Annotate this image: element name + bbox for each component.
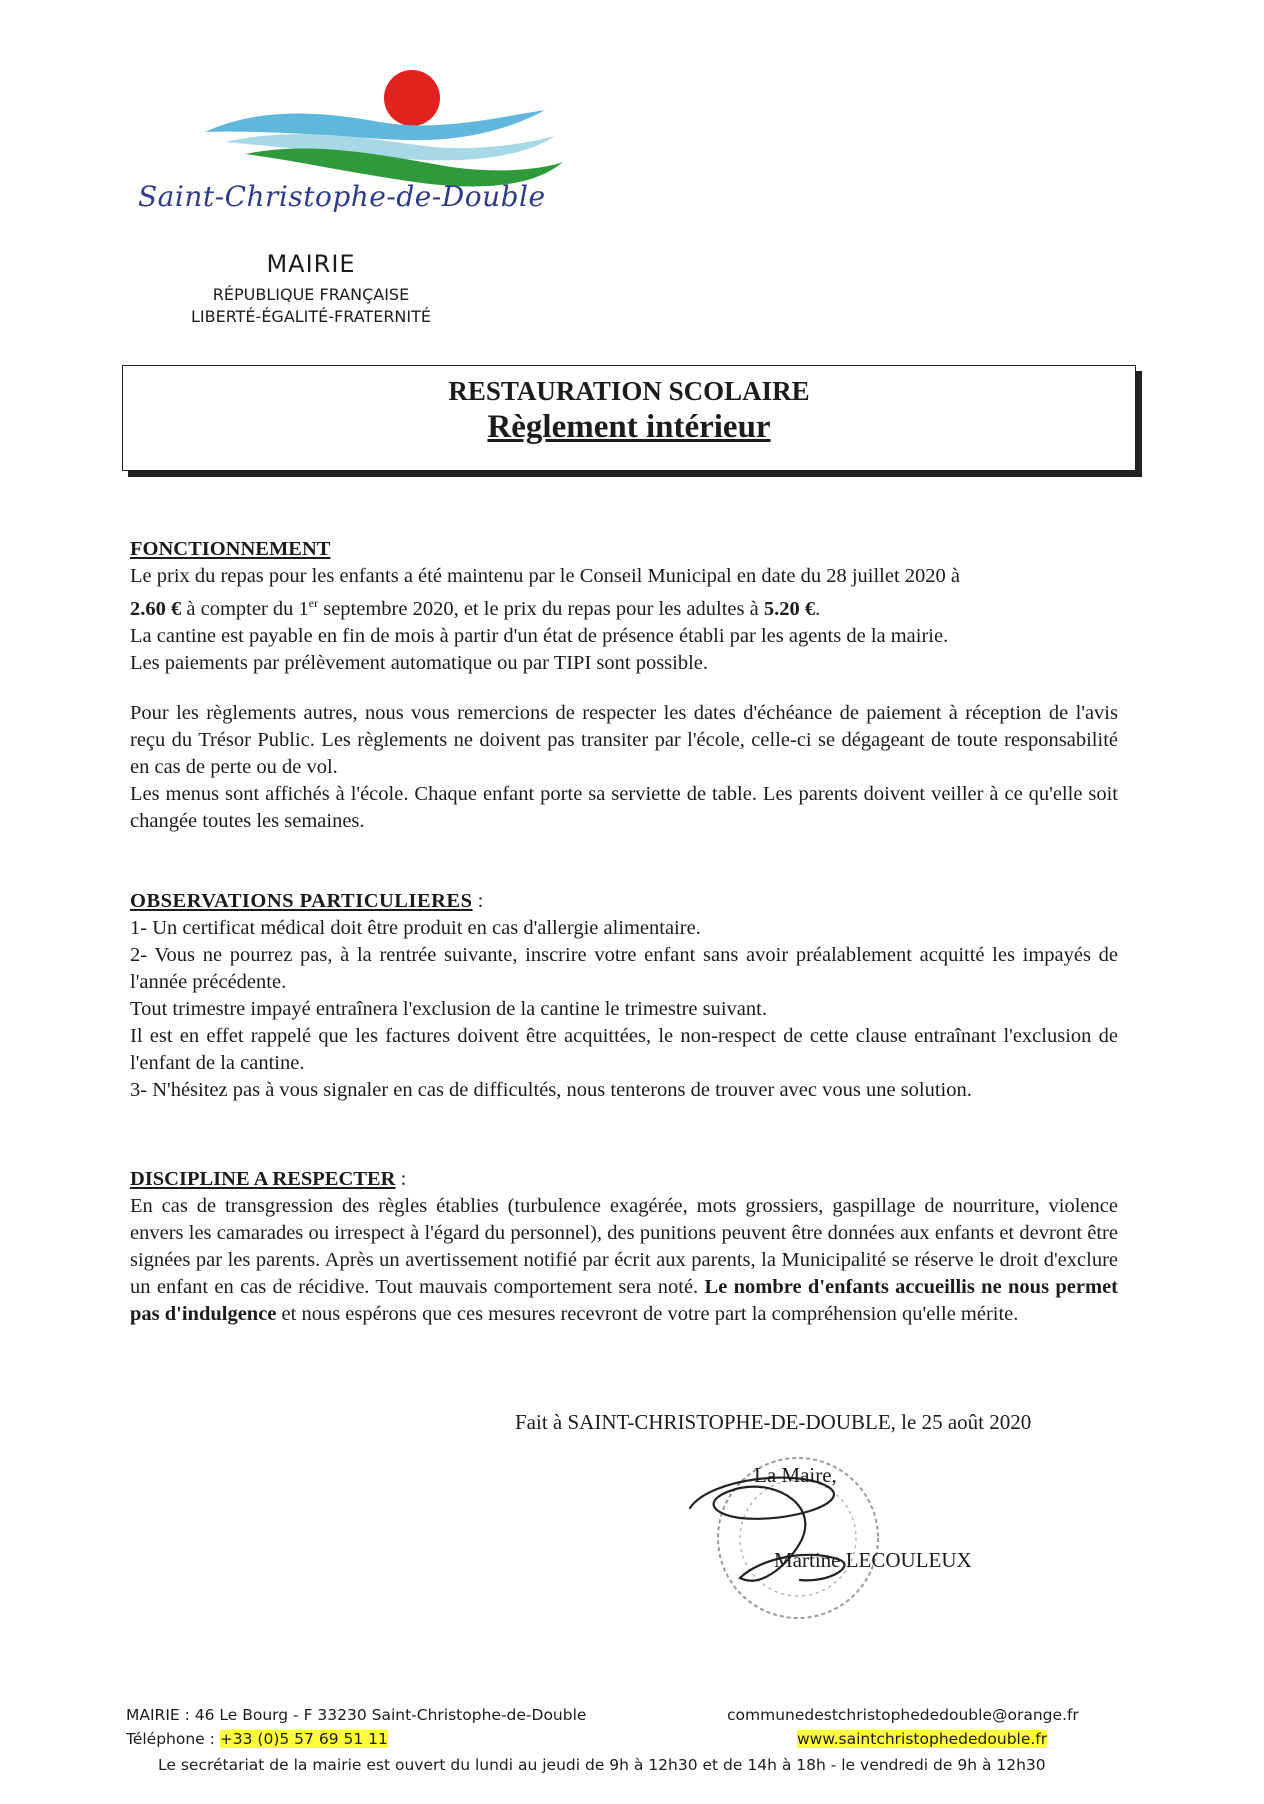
observations-heading-line <box>130 888 1118 915</box>
line2-mid-a: à compter du 1 <box>181 597 309 620</box>
title-sub <box>123 409 1135 446</box>
signature-and-stamp <box>680 1448 1000 1628</box>
observation-item-3: 3- N'hésitez pas à vous signaler en cas de difficultés, nous tenterons de trouver avec vous une solution. <box>130 1079 972 1101</box>
title-sub-text: Règlement intérieur <box>487 409 771 445</box>
fonctionnement-line2 <box>130 590 1118 623</box>
heading-observations: OBSERVATIONS PARTICULIERES <box>130 890 473 912</box>
footer-website-link[interactable]: www.saintchristophededouble.fr <box>797 1730 1048 1748</box>
republique-text: RÉPUBLIQUE FRANÇAISE <box>212 285 410 304</box>
fonctionnement-line4: Les paiements par prélèvement automatique ou par TIPI sont possible. <box>130 651 709 674</box>
section-discipline <box>130 1166 1118 1328</box>
paragraph-reglements: Pour les règlements autres, nous vous remercions de respecter les dates d'échéance de paiement à réception de l'avis reçu du Trésor Public. Les règlements ne doivent pas transiter par l'école, celle-ci se dégageant de toute responsabilité en cas de perte ou de vol. <box>130 702 1118 778</box>
price-child: 2.60 € <box>130 597 182 620</box>
discipline-heading-line <box>130 1166 1118 1193</box>
footer-phone-number[interactable]: +33 (0)5 57 69 51 11 <box>219 1730 388 1748</box>
section-fonctionnement <box>130 536 1118 677</box>
observation-item-1: 1- Un certificat médical doit être produit en cas d'allergie alimentaire. <box>130 917 701 939</box>
heading-observations-suffix: : <box>472 890 484 912</box>
fait-a-line: Fait à SAINT-CHRISTOPHE-DE-DOUBLE, le 25 août 2020 <box>515 1410 1032 1434</box>
footer-phone-label: Téléphone : <box>126 1730 220 1748</box>
fonctionnement-line1: Le prix du repas pour les enfants a été maintenu par le Conseil Municipal en date du 28 juillet 2020 à <box>130 565 961 587</box>
discipline-text-a: En cas de transgression des règles établies (turbulence exagérée, mots grossiers, gaspillage de nourriture, violence envers les camarades ou irrespect à l'égard du personnel), des punitions peuvent être données aux enfants et devront être signées par les parents. Après un avertissement notifié par écrit aux parents, la Municipalité se réserve le droit d'exclure un enfant en cas de récidive. Tout mauvais comportement sera noté. <box>130 1195 1118 1298</box>
observation-item-2c: Il est en effet rappelé que les factures doivent être acquittées, le non-respect de cette clause entraînant l'exclusion de l'enfant de la cantine. <box>130 1025 1118 1074</box>
footer-address-text: : 46 Le Bourg - F 33230 Saint-Christophe-de-Double <box>179 1706 587 1724</box>
line2-end: . <box>815 597 821 620</box>
heading-fonctionnement: FONCTIONNEMENT <box>130 538 331 560</box>
section-observations <box>130 888 1118 1104</box>
price-adult: 5.20 € <box>763 597 816 620</box>
heading-discipline: DISCIPLINE A RESPECTER <box>130 1168 396 1190</box>
line2-sup: er <box>308 596 319 610</box>
footer-phone <box>126 1730 388 1748</box>
fonctionnement-line3: La cantine est payable en fin de mois à partir d'un état de présence établi par les agents de la mairie. <box>130 624 949 647</box>
signature-role: La Maire, <box>754 1463 837 1487</box>
discipline-text-b: et nous espérons que ces mesures recevront de votre part la compréhension qu'elle mérite. <box>276 1303 1019 1325</box>
observation-item-2b: Tout trimestre impayé entraînera l'exclusion de la cantine le trimestre suivant. <box>130 998 767 1020</box>
discipline-text-bold: Le nombre d'enfants accueillis ne nous permet pas d'indulgence <box>130 1276 1118 1325</box>
line2-mid-b: septembre 2020, et le prix du repas pour les adultes à <box>318 597 764 620</box>
devise-text: LIBERTÉ-ÉGALITÉ-FRATERNITÉ <box>190 307 431 326</box>
logo-sun <box>384 70 440 126</box>
logo-text: Saint-Christophe-de-Double <box>138 180 546 213</box>
mairie-title: MAIRIE <box>266 250 356 278</box>
signature-name: Martine LECOULEUX <box>774 1548 972 1572</box>
observation-item-2: 2- Vous ne pourrez pas, à la rentrée suivante, inscrire votre enfant sans avoir préalablement acquitté les impayés de l'année précédente. <box>130 944 1118 993</box>
title-box <box>122 365 1136 471</box>
logo-wave-blue <box>205 110 545 140</box>
heading-discipline-suffix: : <box>395 1168 407 1190</box>
footer-email[interactable]: communedestchristophededouble@orange.fr <box>727 1706 1079 1724</box>
footer-address <box>126 1706 586 1724</box>
footer-hours: Le secrétariat de la mairie est ouvert du lundi au jeudi de 9h à 12h30 et de 14h à 18h - le vendredi de 9h à 12h30 <box>158 1756 1046 1774</box>
stamp-circle-inner <box>740 1480 856 1596</box>
footer-address-label: MAIRIE <box>126 1706 180 1724</box>
title-main: RESTAURATION SCOLAIRE <box>448 376 810 406</box>
paragraph-menus: Les menus sont affichés à l'école. Chaque enfant porte sa serviette de table. Les parents doivent veiller à ce qu'elle soit changée toutes les semaines. <box>130 783 1118 832</box>
